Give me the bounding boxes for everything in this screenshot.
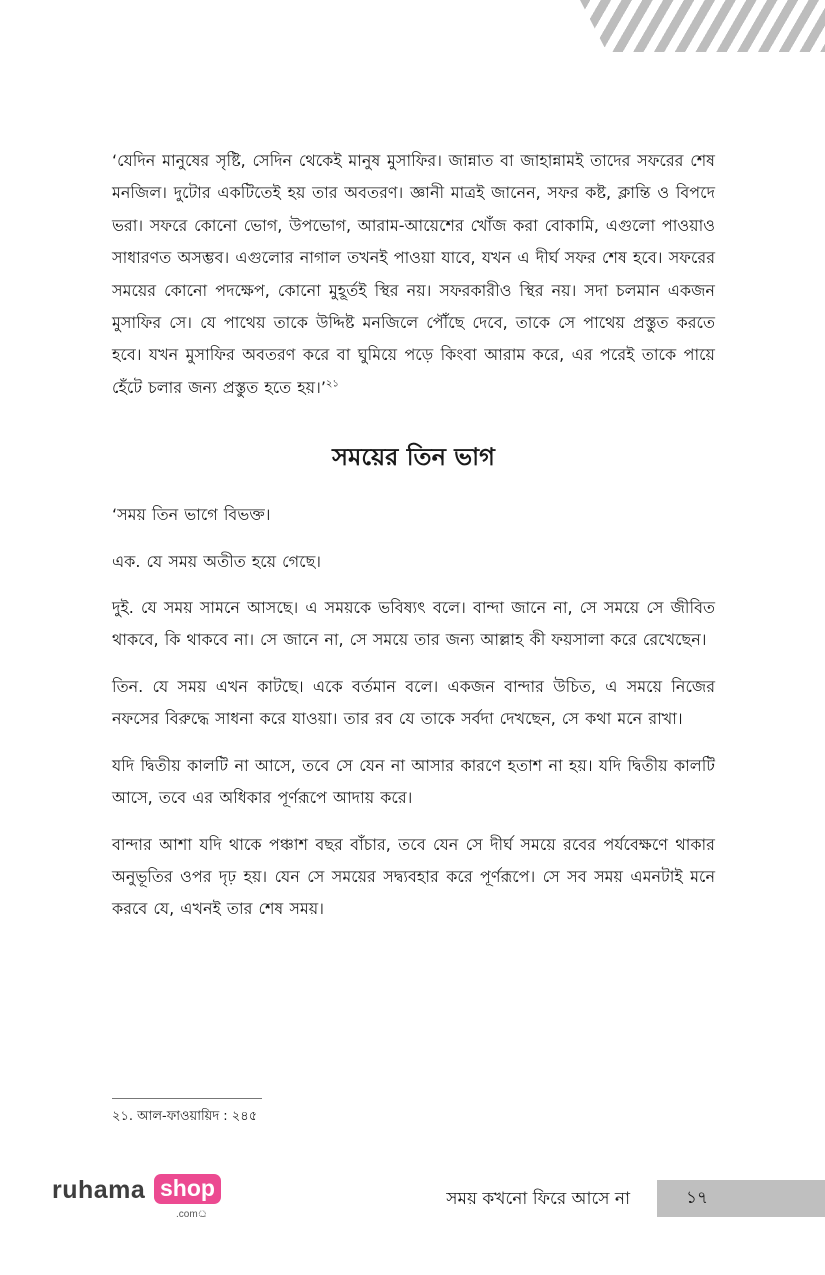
logo-ruhama-text: ruhama	[52, 1176, 146, 1204]
footnote: ২১. আল-ফাওয়ায়িদ : ২৪৫	[112, 1109, 258, 1124]
page-body	[112, 145, 715, 926]
corner-stripes-decoration	[580, 0, 825, 52]
logo-shop-badge: shop	[154, 1174, 221, 1204]
ruhamashop-logo	[52, 1172, 232, 1222]
footnote-reference: ২১	[325, 378, 339, 390]
logo-com-text: .com্র	[176, 1209, 208, 1220]
paragraph-1	[112, 145, 715, 404]
running-footer-title: সময় কখনো ফিরে আসে না	[446, 1189, 630, 1209]
paragraph-5: তিন. যে সময় এখন কাটছে। একে বর্তমান বলে। একজন বান্দার উচিত, এ সময়ে নিজের নফসের বিরুদ্ধে সাধনা করে যাওয়া। তার রব যে তাকে সর্বদা দেখছেন, সে কথা মনে রাখা।	[112, 676, 715, 729]
paragraph-1-text: ‘যেদিন মানুষের সৃষ্টি, সেদিন থেকেই মানুষ মুসাফির। জান্নাত বা জাহান্নামই তাদের সফরের শেষ মনজিল। দুটোর একটিতেই হয় তার অবতরণ। জ্ঞানী মাত্রই জানেন, সফর কষ্ট, ক্লান্তি ও বিপদে ভরা। সফরে কোনো ভোগ, উপভোগ, আরাম-আয়েশের খোঁজ করা বোকামি, এগুলো পাওয়াও সাধারণত অসম্ভব। এগুলোর নাগাল তখনই পাওয়া যাবে, যখন এ দীর্ঘ সফর শেষ হবে। সফরের সময়ের কোনো পদক্ষেপ, কোনো মুহূর্তই স্থির নয়। সফরকারীও স্থির নয়। সদা চলমান একজন মুসাফির সে। যে পাথেয় তাকে উদ্দিষ্ট মনজিলে পৌঁছে দেবে, তাকে সে পাথেয় প্রস্তুত করতে হবে। যখন মুসাফির অবতরণ করে বা ঘুমিয়ে পড়ে কিংবা আরাম করে, এর পরেই তাকে পায়ে হেঁটে চলার জন্য প্রস্তুত হতে হয়।’	[112, 151, 715, 397]
page-number: ১৭	[685, 1188, 709, 1208]
paragraph-6: যদি দ্বিতীয় কালটি না আসে, তবে সে যেন না আসার কারণে হতাশ না হয়। যদি দ্বিতীয় কালটি আসে, তবে এর অধিকার পূর্ণরূপে আদায় করে।	[112, 755, 715, 808]
paragraph-7: বান্দার আশা যদি থাকে পঞ্চাশ বছর বাঁচার, তবে যেন সে দীর্ঘ সময়ে রবের পর্যবেক্ষণে থাকার অনুভূতির ওপর দৃঢ় হয়। যেন সে সময়ের সদ্ব্যবহার করে পূর্ণরূপে। সে সব সময় এমনটাই মনে করবে যে, এখনই তার শেষ সময়।	[112, 834, 715, 919]
paragraph-3: এক. যে সময় অতীত হয়ে গেছে।	[112, 551, 321, 571]
footnote-divider	[112, 1098, 262, 1099]
paragraph-4: দুই. যে সময় সামনে আসছে। এ সময়কে ভবিষ্যৎ বলে। বান্দা জানে না, সে সময়ে সে জীবিত থাকবে, কি থাকবে না। সে জানে না, সে সময়ে তার জন্য আল্লাহ কী ফয়সালা করে রেখেছেন।	[112, 598, 715, 650]
paragraph-2: ‘সময় তিন ভাগে বিভক্ত।	[112, 505, 271, 525]
section-heading: সময়ের তিন ভাগ	[332, 442, 495, 472]
